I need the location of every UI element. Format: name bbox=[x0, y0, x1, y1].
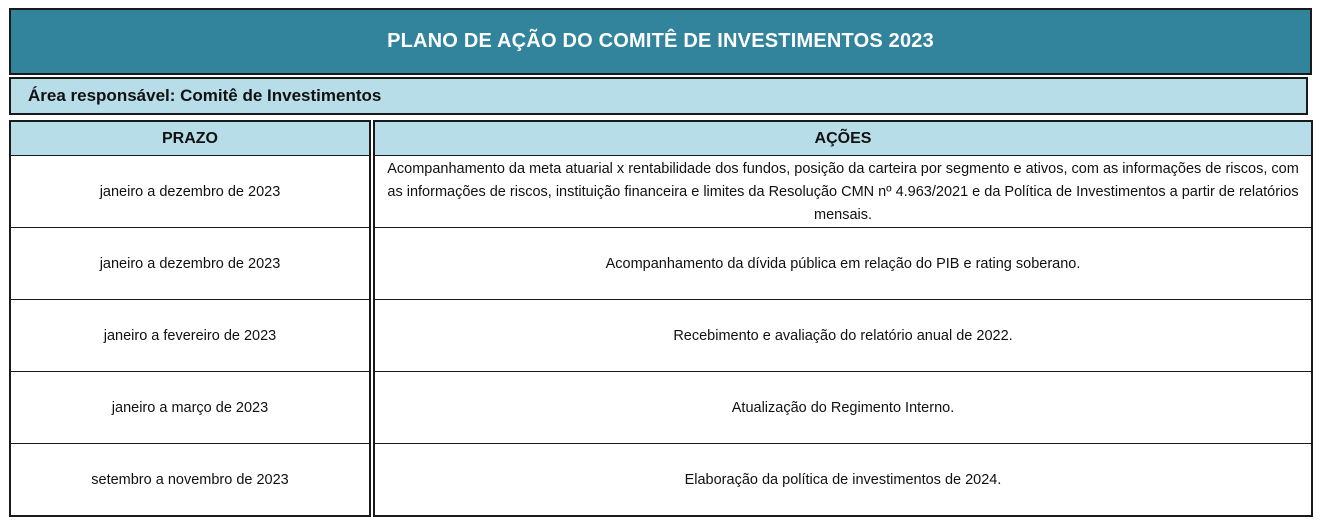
page-title: PLANO DE AÇÃO DO COMITÊ DE INVESTIMENTOS 2023 bbox=[9, 8, 1312, 75]
acao-cell: Elaboração da política de investimentos de 2024. bbox=[684, 471, 1002, 488]
acoes-column bbox=[373, 120, 1313, 517]
prazo-column bbox=[9, 120, 371, 517]
responsible-area-label: Área responsável: Comitê de Investimentos bbox=[9, 77, 1308, 115]
acao-cell: Recebimento e avaliação do relatório anual de 2022. bbox=[375, 301, 1311, 372]
acao-cell: Acompanhamento da dívida pública em relação do PIB e rating soberano. bbox=[375, 229, 1311, 300]
acao-cell: Acompanhamento da meta atuarial x rentabilidade dos fundos, posição da carteira por segmento e ativos, com as informações de riscos, com as informações de riscos, instituição financeira e limites da Resolução CMN nº 4.963/2021 e da Política de Investimentos a partir de relatórios mensais. bbox=[375, 157, 1311, 228]
prazo-cell: janeiro a março de 2023 bbox=[11, 373, 369, 444]
prazo-cell: setembro a novembro de 2023 bbox=[91, 471, 289, 488]
acao-cell: Atualização do Regimento Interno. bbox=[375, 373, 1311, 444]
acoes-header: AÇÕES bbox=[375, 122, 1311, 156]
prazo-cell: janeiro a dezembro de 2023 bbox=[11, 229, 369, 300]
prazo-cell: janeiro a dezembro de 2023 bbox=[11, 157, 369, 228]
prazo-header: PRAZO bbox=[11, 122, 369, 156]
prazo-cell: janeiro a fevereiro de 2023 bbox=[11, 301, 369, 372]
